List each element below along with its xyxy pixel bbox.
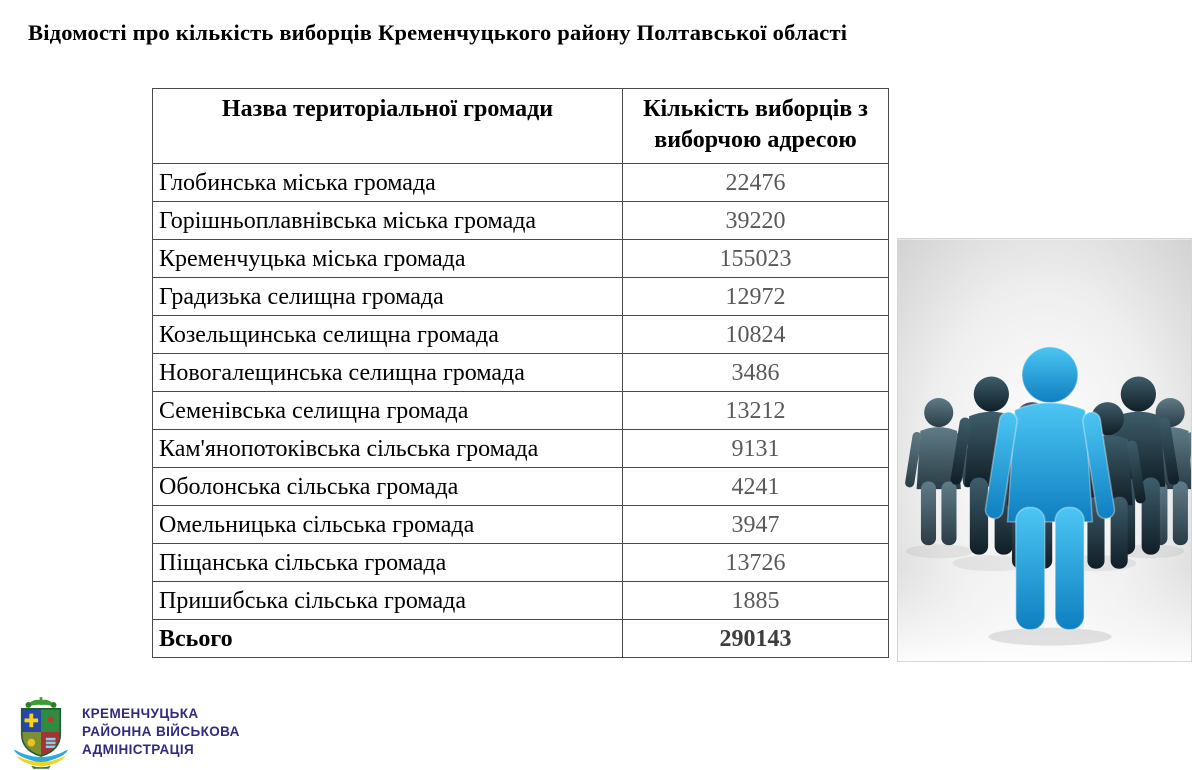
logo-text-line: КРЕМЕНЧУЦЬКА — [82, 706, 199, 721]
community-name-cell: Горішньоплавнівська міська громада — [153, 202, 623, 240]
voter-count-cell: 12972 — [623, 278, 889, 316]
people-illustration — [897, 238, 1192, 662]
community-name-cell: Кам'янопотоківська сільська громада — [153, 430, 623, 468]
community-name-cell: Глобинська міська громада — [153, 164, 623, 202]
voter-count-cell: 3947 — [623, 506, 889, 544]
voter-count-cell: 22476 — [623, 164, 889, 202]
table-row — [153, 164, 889, 202]
voter-count-cell: 39220 — [623, 202, 889, 240]
total-value: 290143 — [623, 620, 889, 658]
community-name-cell: Оболонська сільська громада — [153, 468, 623, 506]
table-total-row — [153, 620, 889, 658]
footer-logo — [12, 694, 240, 770]
organization-name — [82, 705, 240, 759]
voter-count-cell: 1885 — [623, 582, 889, 620]
page-title: Відомості про кількість виборців Кременчуцького району Полтавської області — [28, 20, 848, 45]
voter-count-cell: 3486 — [623, 354, 889, 392]
total-label: Всього — [153, 620, 623, 658]
community-name-cell: Кременчуцька міська громада — [153, 240, 623, 278]
community-name-cell: Омельницька сільська громада — [153, 506, 623, 544]
community-name-cell: Градизька селищна громада — [153, 278, 623, 316]
voter-count-cell: 9131 — [623, 430, 889, 468]
voter-count-cell: 13212 — [623, 392, 889, 430]
table-row — [153, 582, 889, 620]
column-header-voter-count: Кількість виборців з виборчою адресою — [623, 89, 889, 164]
table-row — [153, 316, 889, 354]
logo-text-line: АДМІНІСТРАЦІЯ — [82, 742, 195, 757]
table-row — [153, 202, 889, 240]
table-row — [153, 278, 889, 316]
table-row — [153, 468, 889, 506]
community-name-cell: Новогалещинська селищна громада — [153, 354, 623, 392]
voter-count-cell: 13726 — [623, 544, 889, 582]
table-row — [153, 430, 889, 468]
table-header-row — [153, 89, 889, 164]
community-name-cell: Семенівська селищна громада — [153, 392, 623, 430]
community-name-cell: Піщанська сільська громада — [153, 544, 623, 582]
coat-of-arms-icon — [12, 695, 70, 769]
voter-count-cell: 4241 — [623, 468, 889, 506]
voter-count-cell: 155023 — [623, 240, 889, 278]
column-header-community: Назва територіальної громади — [153, 89, 623, 164]
logo-text-line: РАЙОННА ВІЙСЬКОВА — [82, 724, 240, 739]
table-row — [153, 354, 889, 392]
table-row — [153, 544, 889, 582]
community-name-cell: Козельщинська селищна громада — [153, 316, 623, 354]
voter-count-cell: 10824 — [623, 316, 889, 354]
table-row — [153, 392, 889, 430]
table-row — [153, 240, 889, 278]
table-row — [153, 506, 889, 544]
community-name-cell: Пришибська сільська громада — [153, 582, 623, 620]
voters-table — [152, 88, 889, 658]
